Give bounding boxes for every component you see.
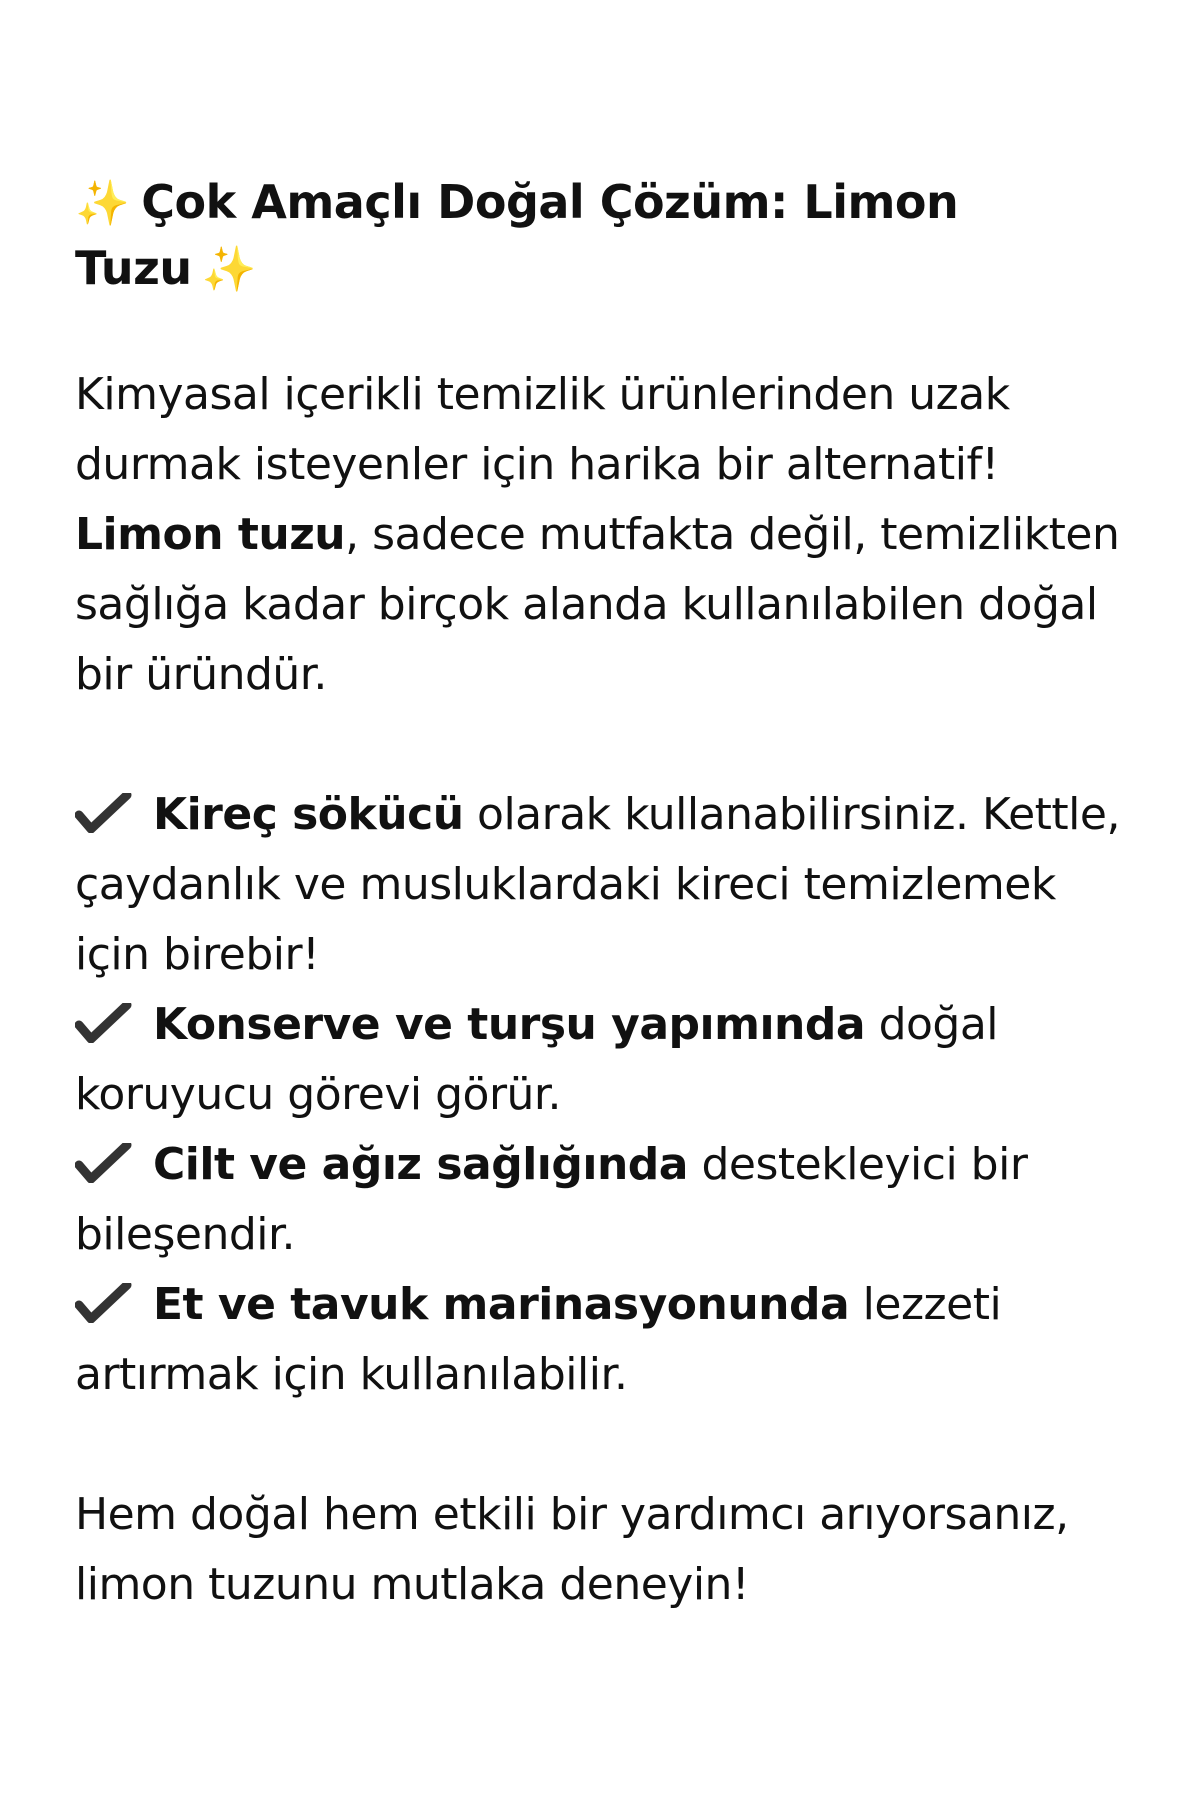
feature-text: destekleyici bir bileşendir.: [75, 1139, 1028, 1260]
feature-text: lezzeti artırmak için kullanılabilir.: [75, 1279, 1002, 1400]
feature-item: [75, 990, 1135, 1130]
sparkles-icon: ✨: [201, 244, 256, 295]
intro-lead: Kimyasal içerikli temizlik ürünlerinden uzak durmak isteyenler için harika bir alternatif!: [75, 369, 1010, 490]
document: [75, 170, 1135, 1620]
check-mark-icon: [75, 1283, 133, 1323]
feature-bold: Konserve ve turşu yapımında: [153, 999, 866, 1050]
feature-bold: Et ve tavuk marinasyonunda: [153, 1279, 850, 1330]
feature-item: [75, 1130, 1135, 1270]
page-title: [75, 170, 1135, 302]
feature-text: olarak kullanabilirsiniz. Kettle, çaydanlık ve musluklardaki kireci temizlemek için birebir!: [75, 789, 1120, 980]
check-mark-icon: [75, 793, 133, 833]
feature-item: [75, 1270, 1135, 1410]
check-mark-icon: [75, 1003, 133, 1043]
title-line-1: Çok Amaçlı Doğal Çözüm: Limon: [141, 175, 959, 229]
feature-item: [75, 780, 1135, 990]
closing-paragraph: Hem doğal hem etkili bir yardımcı arıyorsanız, limon tuzunu mutlaka deneyin!: [75, 1489, 1069, 1610]
feature-list: [75, 780, 1135, 1410]
check-mark-icon: [75, 1143, 133, 1183]
intro-bold: Limon tuzu: [75, 509, 346, 560]
feature-bold: Cilt ve ağız sağlığında: [153, 1139, 688, 1190]
intro-rest: , sadece mutfakta değil, temizlikten sağlığa kadar birçok alanda kullanılabilen doğal bir üründür.: [75, 509, 1120, 700]
sparkles-icon: ✨: [75, 178, 130, 229]
feature-bold: Kireç sökücü: [153, 789, 464, 840]
intro-paragraph: [75, 360, 1135, 710]
title-line-2: Tuzu: [75, 241, 192, 295]
feature-text: doğal koruyucu görevi görür.: [75, 999, 999, 1120]
